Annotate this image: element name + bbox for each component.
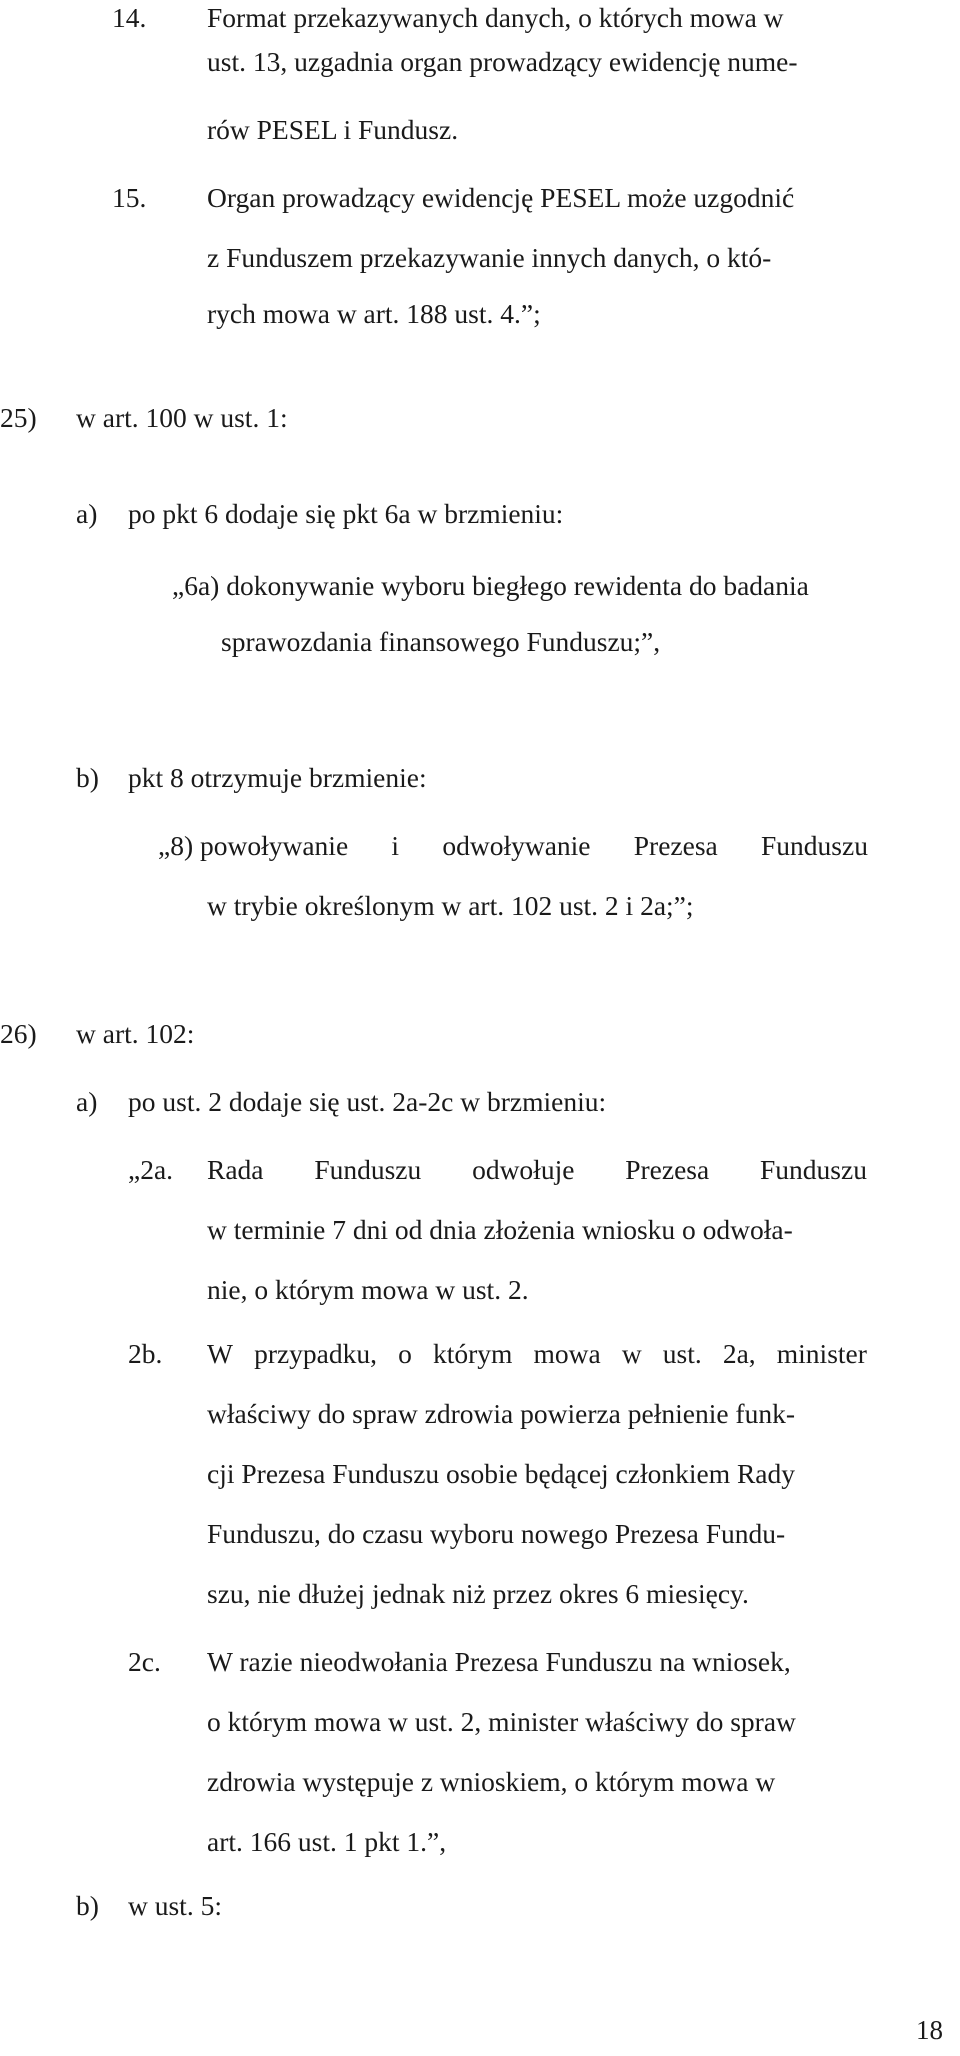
item-25b-label: b)	[76, 762, 99, 793]
para-2b-line-3: cji Prezesa Funduszu osobie będącej członkiem Rady	[207, 1458, 796, 1489]
para-2a-line-2: w terminie 7 dni od dnia złożenia wniosku o odwoła-	[207, 1214, 793, 1245]
para-2c-line-1: W razie nieodwołania Prezesa Funduszu na wniosek,	[207, 1646, 791, 1677]
item-25b-quote-line-2: w trybie określonym w art. 102 ust. 2 i 2a;”;	[207, 890, 694, 921]
para-2c-number: 2c.	[128, 1646, 161, 1677]
item-26-number: 26)	[0, 1018, 37, 1049]
item-14-number: 14.	[112, 2, 147, 33]
item-14-line-1: Format przekazywanych danych, o których mowa w	[207, 2, 784, 33]
word: „8) powoływanie	[158, 830, 349, 861]
word: przypadku,	[254, 1338, 378, 1369]
item-26b-label: b)	[76, 1890, 99, 1921]
word: którym	[432, 1338, 513, 1369]
para-2a-line-1	[207, 1152, 867, 1188]
word: w	[621, 1338, 642, 1369]
item-15-line-1: Organ prowadzący ewidencję PESEL może uzgodnić	[207, 182, 795, 213]
para-2c-line-4: art. 166 ust. 1 pkt 1.”,	[207, 1826, 447, 1857]
item-25-text: w art. 100 w ust. 1:	[76, 402, 288, 433]
word: Rada	[207, 1154, 264, 1185]
para-2a-number: „2a.	[128, 1154, 174, 1185]
item-25a-quote-line-1: „6a) dokonywanie wyboru biegłego rewidenta do badania	[172, 570, 809, 601]
para-2b-line-5: szu, nie dłużej jednak niż przez okres 6 miesięcy.	[207, 1578, 749, 1609]
para-2b-line-4: Funduszu, do czasu wyboru nowego Prezesa Fundu-	[207, 1518, 786, 1549]
para-2b-line-2: właściwy do spraw zdrowia powierza pełnienie funk-	[207, 1398, 795, 1429]
word: i	[391, 830, 400, 861]
item-25b-quote-line-1	[158, 828, 868, 864]
word: Prezesa	[633, 830, 718, 861]
word: 2a,	[722, 1338, 756, 1369]
item-25a-text: po pkt 6 dodaje się pkt 6a w brzmieniu:	[128, 498, 564, 529]
item-26b-text: w ust. 5:	[128, 1890, 222, 1921]
item-26a-label: a)	[76, 1086, 98, 1117]
item-26-text: w art. 102:	[76, 1018, 195, 1049]
item-15-line-3: rych mowa w art. 188 ust. 4.”;	[207, 298, 541, 329]
word: odwołuje	[472, 1154, 575, 1185]
word: odwoływanie	[442, 830, 591, 861]
para-2b-line-1	[207, 1336, 867, 1372]
word: Prezesa	[625, 1154, 710, 1185]
item-25b-text: pkt 8 otrzymuje brzmienie:	[128, 762, 427, 793]
item-14-line-2: ust. 13, uzgadnia organ prowadzący ewidencję nume-	[207, 46, 798, 77]
item-15-line-2: z Funduszem przekazywanie innych danych, o któ-	[207, 242, 772, 273]
word: Funduszu	[761, 830, 868, 861]
word: W	[207, 1338, 233, 1369]
para-2a-line-3: nie, o którym mowa w ust. 2.	[207, 1274, 529, 1305]
item-26a-text: po ust. 2 dodaje się ust. 2a-2c w brzmieniu:	[128, 1086, 607, 1117]
word: Funduszu	[760, 1154, 867, 1185]
item-25a-quote-line-2: sprawozdania finansowego Funduszu;”,	[221, 626, 661, 657]
para-2c-line-2: o którym mowa w ust. 2, minister właściwy do spraw	[207, 1706, 796, 1737]
item-14-line-3: rów PESEL i Fundusz.	[207, 114, 459, 145]
page-number: 18	[916, 2015, 943, 2045]
word: mowa	[533, 1338, 601, 1369]
item-25-number: 25)	[0, 402, 37, 433]
item-15-number: 15.	[112, 182, 147, 213]
item-25a-label: a)	[76, 498, 98, 529]
para-2b-number: 2b.	[128, 1338, 163, 1369]
para-2c-line-3: zdrowia występuje z wnioskiem, o którym mowa w	[207, 1766, 776, 1797]
word: Funduszu	[314, 1154, 422, 1185]
word: o	[398, 1338, 412, 1369]
word: ust.	[662, 1338, 702, 1369]
word: minister	[776, 1338, 867, 1369]
